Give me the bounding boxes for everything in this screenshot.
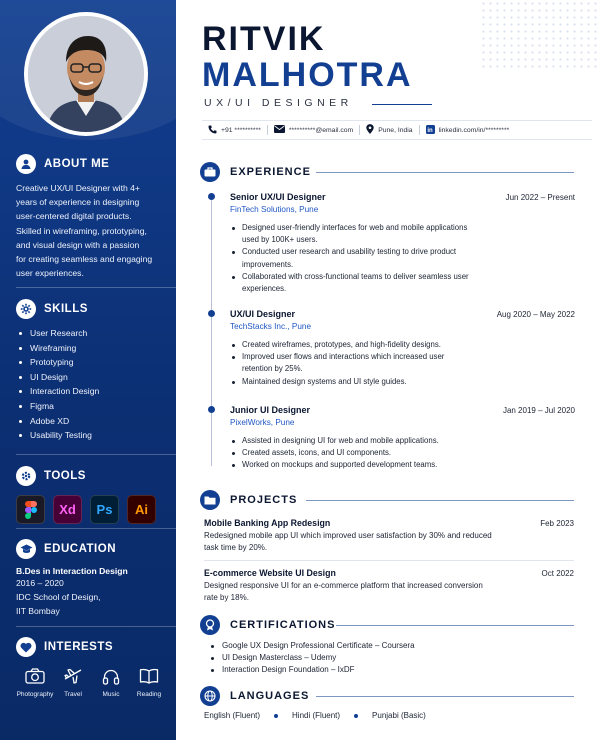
illustrator-icon: Ai <box>127 495 156 524</box>
about-title: ABOUT ME <box>44 158 110 170</box>
divider <box>16 528 176 529</box>
interests-list <box>16 666 168 698</box>
photoshop-icon: Ps <box>90 495 119 524</box>
timeline-line <box>211 196 212 466</box>
skills-section <box>16 298 168 443</box>
job-title: UX/UI Designer <box>230 309 296 319</box>
mail-icon <box>274 125 285 135</box>
about-line: for creating seamless and engaging <box>16 254 153 265</box>
education-degree: B.Des in Interaction Design <box>16 566 128 576</box>
about-line: and visual design with a passion <box>16 239 140 250</box>
contact-location-text: Pune, India <box>378 126 413 134</box>
certifications-header <box>200 615 335 635</box>
project-description: Designed responsive UI for an e-commerce platform that increased conversion rate by 18%. <box>204 581 483 603</box>
avatar <box>28 16 144 132</box>
camera-icon <box>23 666 47 686</box>
sidebar <box>0 0 176 740</box>
job-company: TechStacks Inc., Pune <box>230 322 312 331</box>
tools-section <box>16 465 168 524</box>
folder-icon <box>200 490 220 510</box>
job-bullets <box>230 222 470 295</box>
list-item: Assisted in designing UI for web and mobile applications. <box>230 435 500 447</box>
list-item: Wireframing <box>16 341 168 356</box>
main-content <box>176 0 600 740</box>
contact-phone <box>202 125 267 136</box>
graduation-cap-icon <box>16 539 36 559</box>
divider <box>16 287 176 288</box>
list-item: Designed user-friendly interfaces for web and mobile applications used by 100K+ users. <box>230 222 470 246</box>
project-title: Mobile Banking App Redesign <box>204 518 331 528</box>
certificate-icon <box>200 615 220 635</box>
experience-header <box>200 162 311 182</box>
last-name: MALHOTRA <box>202 56 413 94</box>
project-entry <box>204 518 574 555</box>
certifications-title: CERTIFICATIONS <box>230 619 336 631</box>
projects-title: PROJECTS <box>230 494 298 506</box>
about-line: Skilled in wireframing, prototyping, <box>16 225 147 236</box>
divider <box>372 104 432 105</box>
about-line: years of experience in designing <box>16 197 140 208</box>
decorative-dots <box>480 0 600 70</box>
list-item: Adobe XD <box>16 414 168 429</box>
list-item: Interaction Design Foundation – IxDF <box>208 664 415 676</box>
figma-icon <box>16 495 45 524</box>
language-item: Punjabi (Basic) <box>372 711 426 720</box>
divider <box>306 500 574 501</box>
list-item: Worked on mockups and supported development teams. <box>230 459 500 471</box>
language-item: English (Fluent) <box>204 711 261 720</box>
languages-title: LANGUAGES <box>230 690 310 702</box>
contact-location <box>360 124 418 136</box>
interest-item <box>16 666 54 698</box>
job-date: Aug 2020 – May 2022 <box>496 310 575 319</box>
project-description: Redesigned mobile app UI which improved user satisfaction by 30% and reduced task time by 20%. <box>204 531 492 553</box>
education-university: IIT Bombay <box>16 606 60 616</box>
contact-linkedin-text: linkedin.com/in/********* <box>438 126 510 134</box>
phone-icon <box>208 125 217 136</box>
list-item: Conducted user research and usability testing to drive product improvements. <box>230 246 470 270</box>
job-date: Jun 2022 – Present <box>505 193 575 202</box>
settings-icon <box>16 466 36 486</box>
skills-list <box>16 326 168 443</box>
list-item: Interaction Design <box>16 384 168 399</box>
project-title: E-commerce Website UI Design <box>204 568 336 578</box>
list-item: Maintained design systems and UI style guides. <box>230 376 470 388</box>
interests-title: INTERESTS <box>44 641 114 653</box>
education-years: 2016 – 2020 <box>16 578 64 588</box>
experience-title: EXPERIENCE <box>230 166 311 178</box>
airplane-icon <box>61 666 85 686</box>
languages-list <box>204 711 426 720</box>
interest-label: Photography <box>16 691 54 698</box>
about-line: Creative UX/UI Designer with 4+ <box>16 183 140 193</box>
contact-linkedin[interactable] <box>420 125 516 136</box>
interests-section <box>16 636 168 698</box>
svg-text:in: in <box>426 127 433 134</box>
list-item: Google UX Design Professional Certificate – Coursera <box>208 640 415 652</box>
job-entry <box>230 405 575 472</box>
list-item: Figma <box>16 399 168 414</box>
interest-item <box>130 666 168 698</box>
divider <box>316 172 574 173</box>
job-company: FinTech Solutions, Pune <box>230 205 319 214</box>
heart-icon <box>16 637 36 657</box>
education-section <box>16 538 168 618</box>
list-item: Prototyping <box>16 355 168 370</box>
list-item: User Research <box>16 326 168 341</box>
briefcase-icon <box>200 162 220 182</box>
job-date: Jan 2019 – Jul 2020 <box>502 406 575 415</box>
certifications-list <box>208 640 415 676</box>
timeline-dot <box>208 193 215 200</box>
first-name: RITVIK <box>202 20 326 58</box>
job-entry <box>230 309 575 388</box>
user-icon <box>16 154 36 174</box>
about-line: user experiences. <box>16 268 84 279</box>
book-icon <box>137 666 161 686</box>
headphones-icon <box>99 666 123 686</box>
skills-title: SKILLS <box>44 303 88 315</box>
contact-phone-text: +91 ********** <box>221 126 261 134</box>
bullet-dot <box>354 714 358 718</box>
globe-icon <box>200 686 220 706</box>
projects-header <box>200 490 297 510</box>
education-title: EDUCATION <box>44 543 117 555</box>
job-bullets <box>230 435 500 472</box>
job-company: PixelWorks, Pune <box>230 418 295 427</box>
list-item: Created wireframes, prototypes, and high-fidelity designs. <box>230 339 470 351</box>
list-item: Created assets, icons, and UI components. <box>230 447 500 459</box>
list-item: UI Design Masterclass – Udemy <box>208 652 415 664</box>
interest-label: Reading <box>136 691 162 698</box>
project-entry <box>204 568 574 605</box>
contact-email[interactable] <box>268 125 359 135</box>
job-bullets <box>230 339 470 388</box>
divider <box>16 626 176 627</box>
list-item: Improved user flows and interactions which increased user retention by 25%. <box>230 351 470 375</box>
contact-bar <box>202 120 592 140</box>
gear-icon <box>16 299 36 319</box>
timeline-dot <box>208 406 215 413</box>
about-section <box>16 153 168 280</box>
languages-header <box>200 686 309 706</box>
profile-photo <box>24 12 148 136</box>
job-role: UX/UI DESIGNER <box>204 97 353 109</box>
timeline-dot <box>208 310 215 317</box>
interest-label: Travel <box>64 691 82 698</box>
job-title: Senior UX/UI Designer <box>230 192 326 202</box>
list-item: UI Design <box>16 370 168 385</box>
language-item: Hindi (Fluent) <box>292 711 341 720</box>
project-date: Oct 2022 <box>541 569 574 578</box>
divider <box>316 696 574 697</box>
job-entry <box>230 192 575 295</box>
list-item: Collaborated with cross-functional teams to deliver seamless user experiences. <box>230 271 470 295</box>
location-pin-icon <box>366 124 374 136</box>
about-line: user-centered digital products. <box>16 211 132 222</box>
project-date: Feb 2023 <box>540 519 574 528</box>
list-item: Usability Testing <box>16 428 168 443</box>
interest-item <box>54 666 92 698</box>
divider <box>16 454 176 455</box>
contact-email-text: **********@email.com <box>288 126 354 134</box>
divider <box>336 625 574 626</box>
divider <box>204 560 574 561</box>
linkedin-icon <box>426 125 435 136</box>
job-title: Junior UI Designer <box>230 405 311 415</box>
adobe-xd-icon: Xd <box>53 495 82 524</box>
education-school: IDC School of Design, <box>16 592 101 602</box>
interest-label: Music <box>102 691 120 698</box>
interest-item <box>92 666 130 698</box>
tools-list <box>16 495 168 524</box>
about-text <box>16 181 168 280</box>
bullet-dot <box>274 714 278 718</box>
tools-title: TOOLS <box>44 470 86 482</box>
